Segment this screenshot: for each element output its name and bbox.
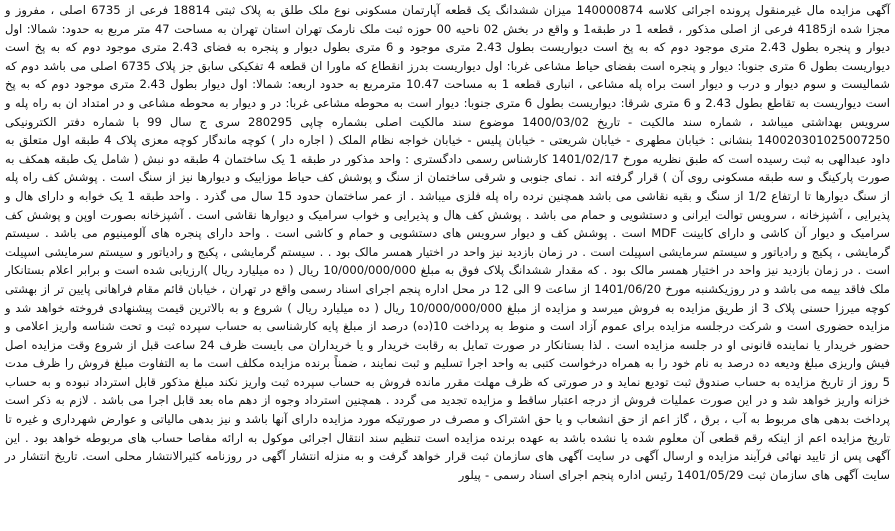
- notice-body-text: آگهی مزایده مال غیرمنقول پرونده اجرائی کلاسه 140000874 میزان ششدانگ یک قطعه آپارتمان مسکونی نوع ملک طلق به پلاک ثبتی 18814 فرعی از 6735 اصلی ، مفروز و مجزا شده از4185 فرعی از اصلی مذکور ، قطعه 1 در طبقه1 و واقع در بخش 02 ناحیه 00 حوزه ثبت ملک نارمک تهران استان تهران به مساحت 47 متر مربع به حدود: شمالا: اول دیوار و پنجره بطول 2.43 متری موجود دوم که به پخ است دیواریست بطول 2.43 متری موجود و 6 متری بطول دیوار و پنجره به فضای 2.43 متری موجود دوم که به پخ است دیواریست بطول 6 متری جنوبا: دیوار و پنجره است بفضای حیاط مشاعی غربا: اول دیواریست بدرز انقطاع که ماورا ان قطعه 4 تفکیکی سابق جز پلاک 6735 اصلی می باشد دوم که شمالیست و سوم دیوار و درب و دیوار است براه پله مشاعی ، انباری قطعه 1 به مساحت 10.47 مترمربع به حدود اربعه: شمالا: اول دیوار بطول 2.43 متری موجود دوم که به پخ است دیواریست به تقاطع بطول 2.43 و 6 متری شرقا: دیواریست بطول 6 متری جنوبا: دیوار است به محوطه مشاعی غربا: در و دیوار به محوطه مشاعی و در امتداد ان به راه پله و سرویس بهداشتی میباشد ، شماره سند مالکیت - تاریخ 1400/03/02 موضوع سند مالکیت اصلی بشماره چاپی 280295 سری ج سال 99 با شماره دفتر الکترونیکی 140020301025007250 بنشانی : خیابان مطهری - خیابان شریعتی - خیابان پلیس - خیابان خواجه نظام الملک ( اجاره دار ) کوچه ماندگار کوچه معزی پلاک 4 طبقه اول متعلق به داود عبدالهی به ثبت رسیده است که طبق نظریه مورخ 1401/02/17 کارشناس رسمی دادگستری : واحد مذکور در طبقه 1 یک ساختمان 4 طبقه دو نبش ( شامل یک طبقه همکف به صورت پارکینگ و سه طبقه مسکونی روی آن ) قرار گرفته اند . نمای جنوبی و شرقی ساختمان از سنگ و پوشش کف حیاط موزاییک و دیوارها نیز از سنگ است . پوشش کف راه پله از سنگ دیوارها تا ارتفاع 1/2 از سنگ و بقیه نقاشی می باشد همچنین نرده راه پله فلزی میباشد . از عمر ساختمان حدود 15 سال می گذرد . واحد طبقه 1 یک خوابه و دارای هال و پذیرایی ، آشپزخانه ، سرویس توالت ایرانی و دستشویی و حمام می باشد . پوشش کف هال و پذیرایی و خواب سرامیک و دیوارها نقاشی است . آشپزخانه بصورت اوپن و پوشش کف سرامیک و دیوار آن کاشی و دارای کابینت MDF است . پوشش کف و دیوار سرویس های دستشویی و حمام و کاشی است . واحد دارای پنجره های آلومینیوم می باشد . سیستم گرمایشی ، پکیج و رادیاتور و سیستم سرمایشی اسپیلت است . در زمان بازدید نیز واحد در اختیار همسر مالک بود . . سیستم گرمایشی ، پکیج و رادیاتور و سیستم سرمایشی اسپیلت است . در زمان بازدید نیز واحد در اختیار همسر مالک بود . که مقدار ششدانگ پلاک فوق به مبلغ 10/000/000/000 ریال ( ده میلیارد ریال )ارزیابی شده است و برابر اعلام بستانکار ملک فاقد بیمه می باشد و در روزیکشنبه مورخ 1401/06/20 از ساعت 9 الی 12 در محل اداره پنجم اجرای اسناد رسمی واقع در تهران ، خیابان قائم مقام فراهانی پایین تر از بهشتی کوچه میرزا حسنی پلاک 3 از طریق مزایده به فروش میرسد و مزایده از مبلغ 10/000/000/000 ریال ( ده میلیارد ریال ) شروع و به بالاترین قیمت پیشنهادی فروخته خواهد شد و مزایده حضوری است و شرکت درجلسه مزایده برای عموم آزاد است و منوط به پرداخت 10(ده) درصد از مبلغ پایه کارشناسی به حساب سپرده ثبت و تحت شناسه واریز اعلامی و حضور خریدار یا نماینده قانونی او در جلسه مزایده است . لذا بستانکار در صورت تمایل به رقابت خریدار و یا خریداران می بایست ظرف 24 ساعت قبل از شروع وقت مزایده اصل فیش واریزی مبلغ ودیعه ده درصد به نام خود را به همراه درخواست کتبی به واحد اجرا تسلیم و ثبت نمایند ، ضمناً برنده مزایده مکلف است ما به التفاوت مبلغ فروش را ظرف مدت 5 روز از تاریخ مزایده به حساب صندوق ثبت تودیع نماید و در صورتی که ظرف مهلت مقرر مانده فروش به حساب سپرده ثبت واریز نکند مبلغ مذکور قابل استرداد نبوده و به حساب خزانه واریز خواهد شد و در این صورت عملیات فروش از درجه اعتبار ساقط و مزایده تجدید می گردد . همچنین استرداد وجوه از دهم ماه بعد قابل اجرا می باشد . لازم به ذکر است پرداخت بدهی های مربوط به آب ، برق ، گاز اعم از حق انشعاب و یا حق اشتراک و مصرف در صورتیکه مورد مزایده دارای آنها باشد و نیز بدهی مالیاتی و عوارض شهرداری و غیره تا تاریخ مزایده اعم از اینکه رقم قطعی آن معلوم شده یا نشده باشد به عهده برنده مزایده است تنظیم سند انتقال اجرائی موکول به ارائه مفاصا حساب های مربوطه خواهد بود . این آگهی پس از تایید نهائی فرآیند مزایده و ارسال آگهی در سایت آگهی های سازمان ثبت قرار خواهد گرفت و به منزله انتشار آگهی در روزنامه کثیرالانتشار محلی است. تاریخ انتشار در سایت آگهی های سازمان ثبت 1401/05/29 رئیس اداره پنجم اجرای اسناد رسمی - پیلور: [5, 3, 891, 482]
